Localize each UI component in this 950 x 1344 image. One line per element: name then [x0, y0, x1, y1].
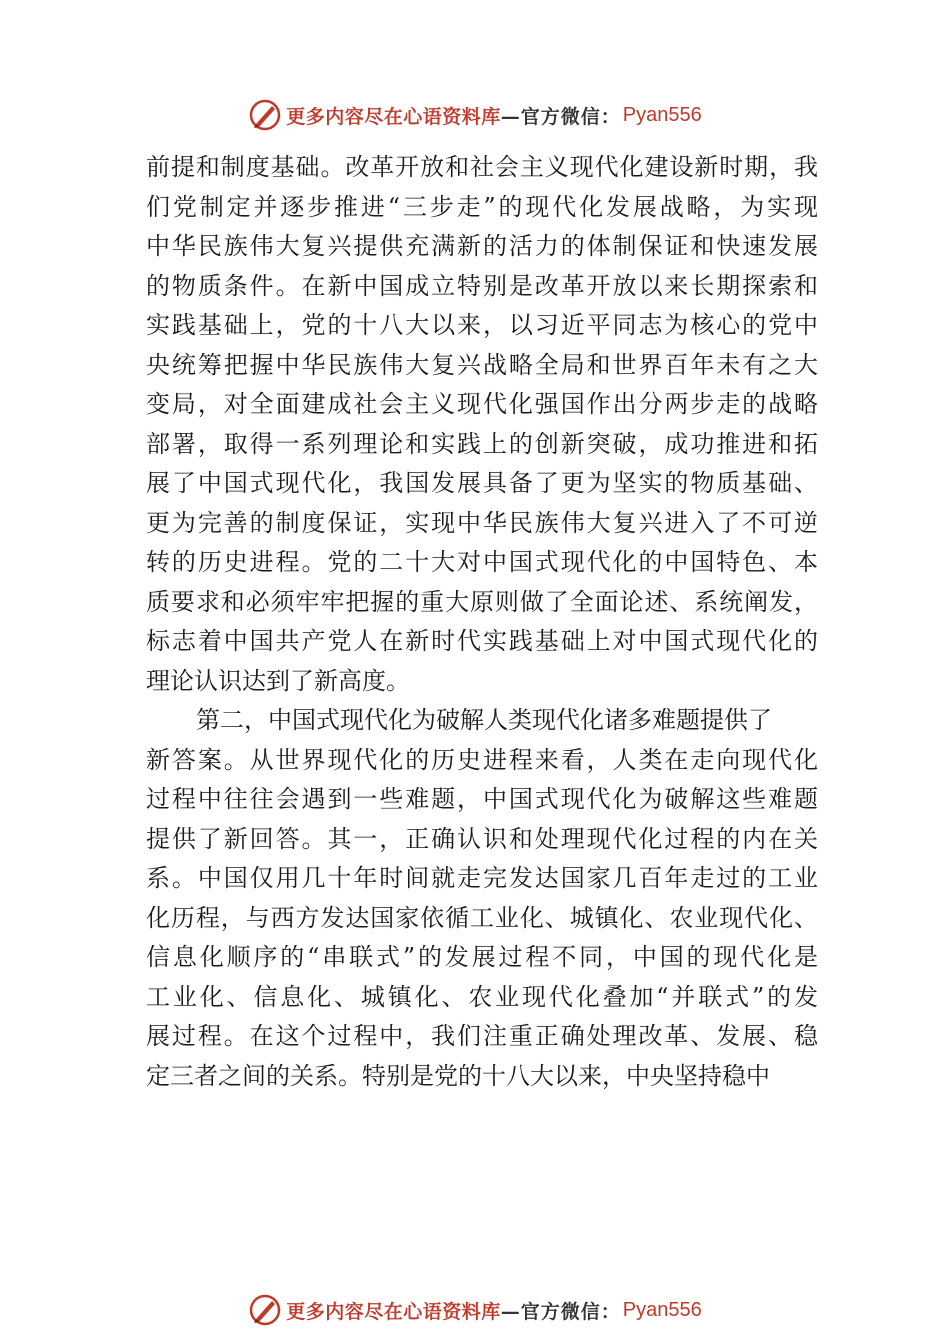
- banner-wechat-label: —官方微信：: [500, 105, 621, 128]
- text-line: 新答案。从世界现代化的历史进程来看，人类在走向现代化: [146, 745, 818, 774]
- banner-title: 更多内容尽在心语资料库: [286, 105, 501, 128]
- pen-logo-icon: [248, 1293, 282, 1327]
- paragraph-1: [146, 148, 818, 701]
- text-line: 展了中国式现代化，我国发展具备了更为坚实的物质基础、: [146, 469, 818, 497]
- text-line: 信息化顺序的“串联式”的发展过程不同，中国的现代化是: [146, 943, 818, 971]
- text-line: 过程中往往会遇到一些难题，中国式现代化为破解这些难题: [146, 785, 818, 813]
- text-line: 的物质条件。在新中国成立特别是改革开放以来长期探索和: [146, 271, 818, 300]
- text-line: 第二，中国式现代化为破解人类现代化诸多难题提供了: [196, 706, 772, 734]
- paragraph-2: [146, 701, 818, 1096]
- text-line: 前提和制度基础。改革开放和社会主义现代化建设新时期，我: [146, 153, 818, 181]
- text-line: 质要求和必须牢牢把握的重大原则做了全面论述、系统阐发，: [146, 587, 818, 616]
- banner-title: 更多内容尽在心语资料库: [286, 1300, 501, 1323]
- text-line: 系。中国仅用几十年时间就走完发达国家几百年走过的工业: [146, 864, 818, 892]
- text-line: 实践基础上，党的十八大以来，以习近平同志为核心的党中: [146, 311, 818, 339]
- text-line: 化历程，与西方发达国家依循工业化、城镇化、农业现代化、: [146, 903, 818, 932]
- document-body: [146, 148, 818, 1096]
- text-line: 转的历史进程。党的二十大对中国式现代化的中国特色、本: [146, 548, 818, 576]
- text-line: 工业化、信息化、城镇化、农业现代化叠加“并联式”的发: [146, 982, 818, 1011]
- text-line: 理论认识达到了新高度。: [146, 666, 410, 695]
- pen-logo-icon: [248, 98, 282, 132]
- text-line: 们党制定并逐步推进“三步走”的现代化发展战略，为实现: [146, 192, 818, 221]
- header-banner: [0, 95, 950, 135]
- text-line: 展过程。在这个过程中，我们注重正确处理改革、发展、稳: [146, 1022, 818, 1050]
- banner-wechat-id: Pyan556: [622, 103, 702, 126]
- text-line: 变局，对全面建成社会主义现代化强国作出分两步走的战略: [146, 390, 818, 418]
- text-line: 提供了新回答。其一，正确认识和处理现代化过程的内在关: [146, 824, 818, 853]
- text-line: 更为完善的制度保证，实现中华民族伟大复兴进入了不可逆: [146, 508, 818, 537]
- text-line: 部署，取得一系列理论和实践上的创新突破，成功推进和拓: [146, 429, 818, 458]
- banner-wechat-id: Pyan556: [622, 1298, 702, 1321]
- text-line: 中华民族伟大复兴提供充满新的活力的体制保证和快速发展: [146, 232, 818, 260]
- banner-wechat-label: —官方微信：: [500, 1300, 621, 1323]
- footer-banner: [0, 1290, 950, 1330]
- text-line: 央统筹把握中华民族伟大复兴战略全局和世界百年未有之大: [146, 350, 818, 379]
- text-line: 定三者之间的关系。特别是党的十八大以来，中央坚持稳中: [146, 1061, 770, 1090]
- text-line: 标志着中国共产党人在新时代实践基础上对中国式现代化的: [146, 627, 818, 655]
